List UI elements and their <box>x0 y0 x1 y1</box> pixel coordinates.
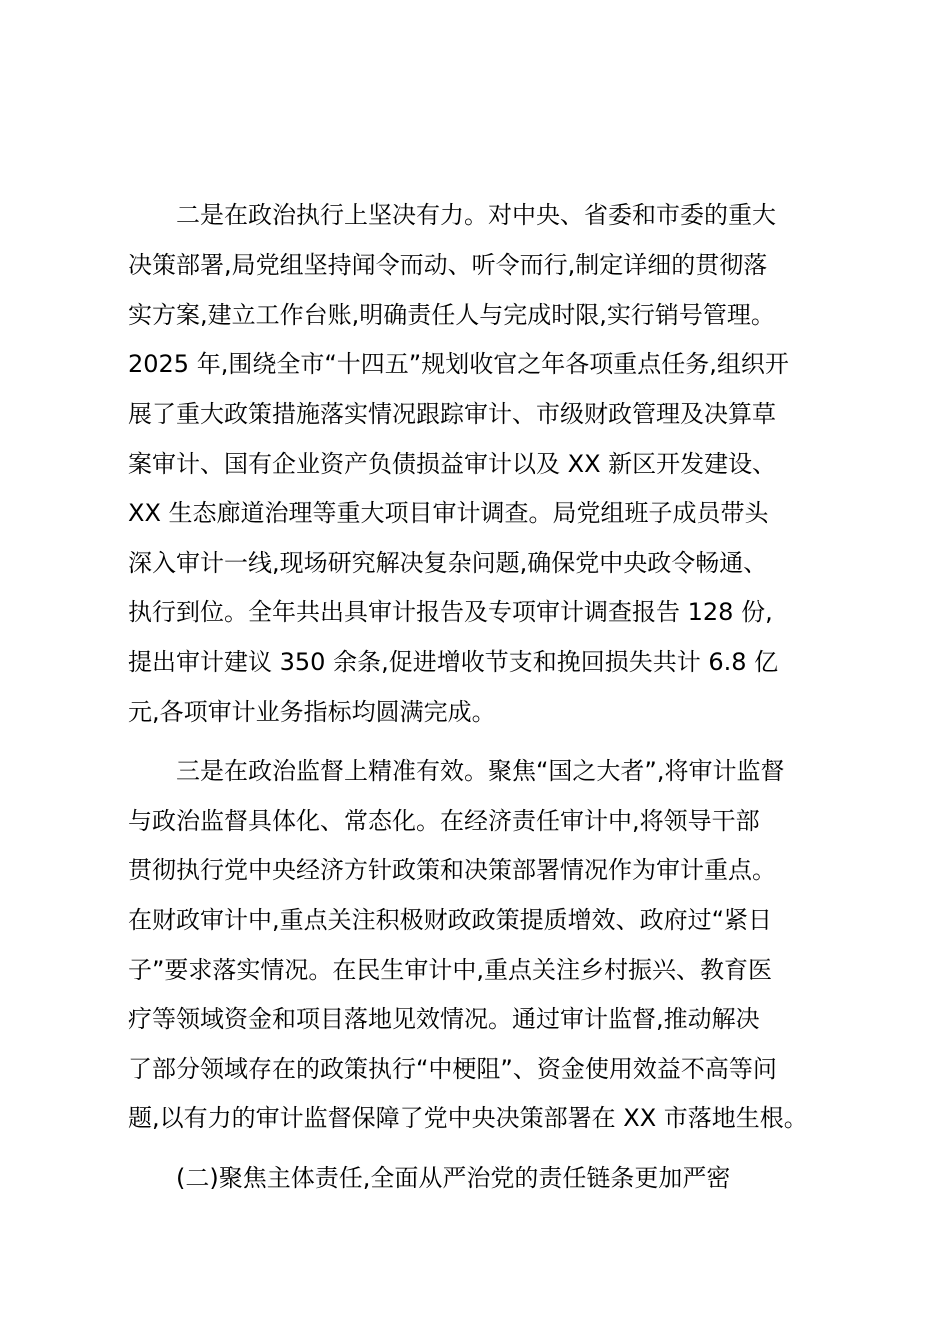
text-line: 深入审计一线,现场研究解决复杂问题,确保党中央政令畅通、 <box>128 549 768 577</box>
text-line: 实方案,建立工作台账,明确责任人与完成时限,实行销号管理。 <box>128 301 775 329</box>
section-heading: (二)聚焦主体责任,全面从严治党的责任链条更加严密 <box>176 1164 731 1192</box>
text-line: 题,以有力的审计监督保障了党中央决策部署在 XX 市落地生根。 <box>128 1104 808 1132</box>
text-line: 在财政审计中,重点关注积极财政政策提质增效、政府过“紧日 <box>128 906 773 934</box>
text-line: 疗等领域资金和项目落地见效情况。通过审计监督,推动解决 <box>128 1005 760 1033</box>
text-line: 元,各项审计业务指标均圆满完成。 <box>128 698 496 726</box>
text-line: XX 生态廊道治理等重大项目审计调查。局党组班子成员带头 <box>128 499 769 527</box>
text-line: 三是在政治监督上精准有效。聚焦“国之大者”,将审计监督 <box>176 757 785 785</box>
text-line: 贯彻执行党中央经济方针政策和决策部署情况作为审计重点。 <box>128 856 776 884</box>
text-line: 与政治监督具体化、常态化。在经济责任审计中,将领导干部 <box>128 807 760 835</box>
text-line: 子”要求落实情况。在民生审计中,重点关注乡村振兴、教育医 <box>128 956 773 984</box>
text-line: 二是在政治执行上坚决有力。对中央、省委和市委的重大 <box>176 201 776 229</box>
text-line: 执行到位。全年共出具审计报告及专项审计调查报告 128 份, <box>128 598 773 626</box>
text-line: 提出审计建议 350 余条,促进增收节支和挽回损失共计 6.8 亿 <box>128 648 779 676</box>
text-line: 决策部署,局党组坚持闻令而动、听令而行,制定详细的贯彻落 <box>128 251 768 279</box>
text-line: 2025 年,围绕全市“十四五”规划收官之年各项重点任务,组织开 <box>128 350 789 378</box>
text-line: 了部分领域存在的政策执行“中梗阻”、资金使用效益不高等问 <box>128 1055 777 1083</box>
text-line: 案审计、国有企业资产负债损益审计以及 XX 新区开发建设、 <box>128 450 777 478</box>
text-line: 展了重大政策措施落实情况跟踪审计、市级财政管理及决算草 <box>128 400 776 428</box>
